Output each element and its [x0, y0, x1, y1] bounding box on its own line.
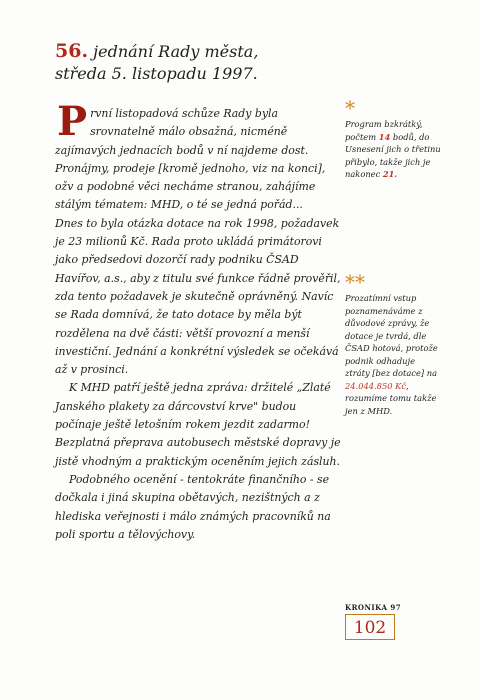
- side-note-2-text-a: Prozatímní vstup poznamenáváme z důvodové zprávy, že dotace je tvrdá, dle ČSAD hotová, protože podnik odhaduje ztráty [bez dotace] na: [345, 293, 438, 378]
- paragraph-4: Podobného ocenění - tentokráte finančního - se dočkala i jiná skupina obětavých, nezištných a z hlediska veřejnosti i málo známých pracovníků na poli sportu a tělovýchovy.: [55, 472, 331, 541]
- side-note-1-count: 14: [378, 131, 391, 142]
- drop-cap: P: [57, 98, 88, 145]
- page-heading: [55, 40, 258, 85]
- side-note-1: [345, 98, 441, 181]
- meeting-number: 56.: [55, 40, 89, 62]
- asterisk-icon: *: [345, 96, 355, 120]
- main-text: [55, 98, 343, 544]
- side-note-2: [345, 272, 441, 417]
- paragraph-3: K MHD patří ještě jedna zpráva: držitelé „Zlaté Janského plakety za dárcovství krve" budou počínaje ještě letošním rokem jezdit zadarmo! Bezplatná přeprava autobusech městské dopravy je jistě vhodným a praktickým oceněním jejich zásluh.: [55, 381, 341, 468]
- heading-title: jednání Rady města,: [93, 42, 259, 61]
- heading-line-1: [55, 40, 258, 63]
- side-note-2-text-b: , rozumíme tomu takže jen z MHD.: [345, 380, 437, 416]
- side-note-1-text-b: bodů, do Usnesení jich o třetinu přibylo, takže jich je nakonec: [345, 131, 441, 179]
- paragraph-1: rvní listopadová schůze Rady byla srovnatelně málo obsažná, nicméně zajímavých jednacích bodů v ní najdeme dost. Pronájmy, prodeje [kromě jednoho, viz na konci], ožv a podobné věci necháme stranou, zahájíme stálým tématem: MHD, o té se jedná pořád...: [55, 107, 326, 212]
- heading-date: středa 5. listopadu 1997.: [55, 64, 258, 83]
- side-note-2-amount: 24.044.850 Kč: [345, 380, 406, 391]
- paragraph-2: Dnes to byla otázka dotace na rok 1998, požadavek je 23 milionů Kč. Rada proto ukládá primátorovi jako předsedovi dozorčí rady podniku ČSAD Havířov, a.s., aby z titulu své funkce řádně prověřil, zda tento požadavek je skutečně oprávněný. Navíc se Rada domnívá, že tato dotace by měla být rozdělena na dvě části: větší provozní a menší investiční. Jednání a konkrétní výsledek se očekává až v prosinci.: [55, 216, 341, 377]
- double-asterisk-icon: **: [345, 270, 365, 294]
- side-note-1-total: 21.: [382, 169, 398, 179]
- page-number: 102: [345, 614, 395, 640]
- chronicle-label: KRONIKA 97: [345, 603, 402, 612]
- side-note-1-text-a: Program bzkrátký, počtem: [345, 119, 423, 142]
